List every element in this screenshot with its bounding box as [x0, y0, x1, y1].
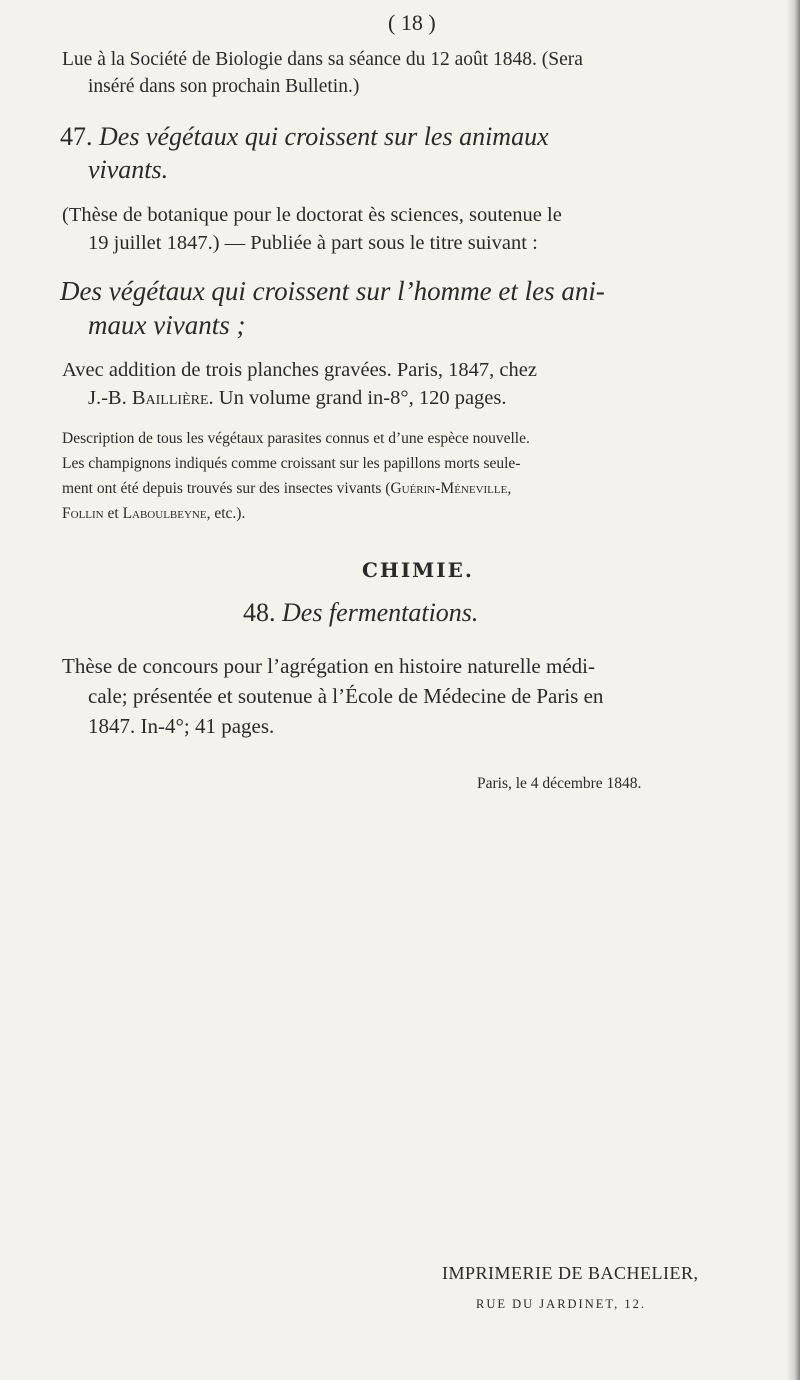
- entry-47-title-line-1: [60, 124, 549, 150]
- entry-47-description-line-1: Description de tous les végétaux parasites connus et d’une espèce nouvelle.: [62, 430, 530, 447]
- page-edge-shadow: [786, 0, 800, 1380]
- dateline: Paris, le 4 décembre 1848.: [477, 775, 642, 792]
- entry-47-number: 47.: [60, 122, 93, 151]
- publisher-initials: J.-B.: [88, 387, 132, 409]
- printer-imprint-line-1: IMPRIMERIE DE BACHELIER,: [442, 1263, 699, 1283]
- entry-47-title: Des végétaux qui croissent sur les animaux: [99, 122, 549, 151]
- punctuation: , etc.).: [206, 505, 246, 522]
- entry-46-line-1: Lue à la Société de Biologie dans sa séance du 12 août 1848. (Sera: [62, 49, 583, 70]
- author-follin: Follin: [62, 505, 104, 522]
- entry-47-description-line-4: [62, 506, 245, 522]
- entry-47-description-line-2: Les champignons indiqués comme croissant sur les papillons morts seule-: [62, 455, 521, 472]
- entry-48-line-2: cale; présentée et soutenue à l’École de Médecine de Paris en: [88, 684, 604, 708]
- entry-48-line-3: 1847. In-4°; 41 pages.: [88, 714, 275, 738]
- entry-47-thesis-line-2: 19 juillet 1847.) — Publiée à part sous le titre suivant :: [88, 232, 538, 254]
- author-laboulbeyne: Laboulbeyne: [122, 505, 207, 522]
- entry-48-title: [243, 600, 478, 626]
- entry-47-thesis-line-1: (Thèse de botanique pour le doctorat ès sciences, soutenue le: [62, 204, 562, 226]
- entry-48-line-1: Thèse de concours pour l’agrégation en histoire naturelle médi-: [62, 654, 595, 678]
- entry-47-alt-title-line-1: Des végétaux qui croissent sur l’homme et les ani-: [60, 276, 605, 306]
- publisher-name: Baillière: [131, 387, 209, 409]
- entry-47-publication-line-2: [88, 388, 507, 409]
- publication-details: . Un volume grand in-8°, 120 pages.: [208, 387, 507, 409]
- entry-48-number: 48.: [243, 598, 276, 627]
- entry-47-description-line-3: [62, 481, 511, 497]
- printer-imprint-line-2: RUE DU JARDINET, 12.: [476, 1297, 646, 1311]
- conjunction: et: [103, 505, 123, 522]
- punctuation: ,: [507, 480, 512, 497]
- entry-47-title-line-2: vivants.: [88, 155, 169, 184]
- entry-47-alt-title-line-2: maux vivants ;: [88, 310, 246, 340]
- page-number: ( 18 ): [388, 10, 436, 35]
- author-guerin-meneville: Guérin-Méneville: [390, 480, 508, 497]
- entry-48-title-text: Des fermentations.: [282, 598, 479, 627]
- entry-46-line-2: inséré dans son prochain Bulletin.): [88, 76, 360, 97]
- description-text: ment ont été depuis trouvés sur des insectes vivants (: [62, 480, 391, 497]
- entry-47-publication-line-1: Avec addition de trois planches gravées. Paris, 1847, chez: [62, 359, 537, 381]
- section-heading-chimie: CHIMIE.: [362, 558, 474, 582]
